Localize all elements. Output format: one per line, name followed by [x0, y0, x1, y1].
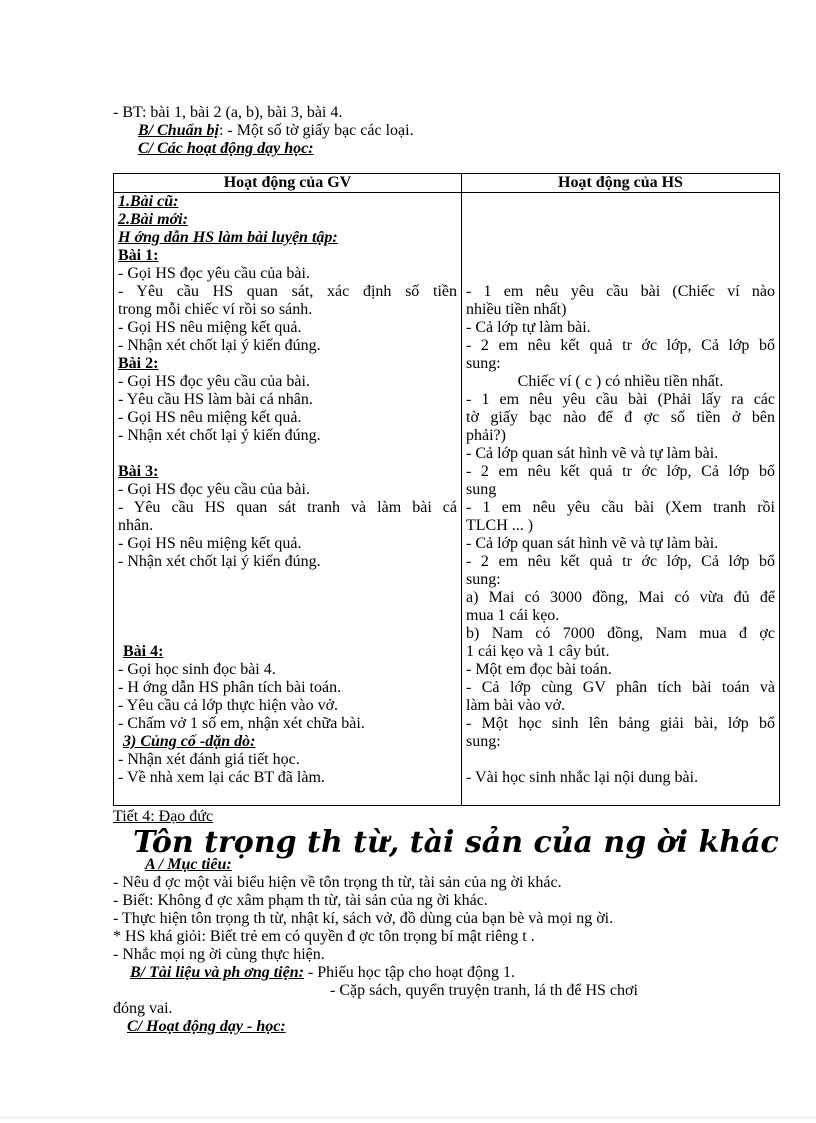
gv-line: - Gọi HS nêu miệng kết quả. [118, 409, 302, 426]
hs-line: sung: [466, 733, 501, 750]
materials-line-3: đóng vai. [113, 1000, 173, 1017]
practice-guide-heading: H ớng dẫn HS làm bài luyện tập: [118, 229, 338, 246]
gv-line: - Gọi HS nêu miệng kết quả. [118, 535, 302, 552]
old-lesson-heading: 1.Bài cũ: [118, 193, 179, 210]
objective-line: * HS khá giỏi: Biết trẻ em có quyền đ ợc tôn trọng bí mật riêng t . [113, 928, 535, 945]
materials-line-2: - Cặp sách, quyển truyện tranh, lá th để HS chơi [330, 982, 638, 999]
hs-line: sung: [466, 355, 501, 372]
hs-line: Chiếc ví ( c ) có nhiều tiền nhất. [517, 373, 724, 390]
period-heading: Tiết 4: Đạo đức [113, 808, 214, 825]
hs-line: nhiều tiền nhất) [466, 301, 567, 318]
hs-line: - Cả lớp cùng GV phân tích bài toán và [466, 679, 775, 696]
preparation-label: B/ Chuẩn bị [138, 122, 219, 139]
activity-table [113, 173, 780, 806]
hs-line: làm bài vào vở. [466, 697, 566, 714]
lesson-title: Tôn trọng th từ, tài sản của ng ời khác [133, 825, 779, 860]
gv-line: - Nhận xét chốt lại ý kiến đúng. [118, 337, 321, 354]
hs-line: - Vài học sinh nhắc lại nội dung bài. [466, 769, 699, 786]
hs-line: - 1 em nêu yêu cầu bài (Chiếc ví nào [466, 283, 775, 300]
hs-line: 1 cái kẹo và 1 cây bút. [466, 643, 610, 660]
gv-line: - Gọi học sinh đọc bài 4. [118, 661, 276, 678]
teacher-column [114, 193, 462, 806]
gv-line: - Yêu cầu cả lớp thực hiện vào vở. [118, 697, 339, 714]
materials-text: - Phiếu học tập cho hoạt động 1. [303, 964, 516, 981]
objectives-heading: A / Mục tiêu: [145, 856, 232, 873]
hs-line: - Một học sinh lên bảng giải bài, lớp bổ [466, 715, 775, 732]
exercise-list: - BT: bài 1, bài 2 (a, b), bài 3, bài 4. [113, 104, 343, 121]
hs-line: phải?) [466, 427, 506, 444]
materials-label: B/ Tài liệu và ph ơng tiện: [130, 964, 304, 981]
hs-line: sung [466, 481, 497, 498]
gv-line: - Nhận xét chốt lại ý kiến đúng. [118, 553, 321, 570]
gv-line: trong mỗi chiếc ví rồi so sánh. [118, 301, 313, 318]
hs-line: - 2 em nêu kết quả tr ớc lớp, Cả lớp bổ [466, 463, 775, 480]
gv-line: - Về nhà xem lại các BT đã làm. [118, 769, 325, 786]
header-teacher: Hoạt động của GV [114, 174, 462, 193]
hs-line: tờ giấy bạc nào để đ ợc số tiền ở bên [466, 409, 775, 426]
hs-line: - 1 em nêu yêu cầu bài (Phải lấy ra các [466, 391, 775, 408]
teaching-activities-heading: C/ Hoạt động dạy - học: [127, 1018, 286, 1035]
gv-line: - Gọi HS đọc yêu cầu của bài. [118, 265, 310, 282]
gv-line: - Chấm vở 1 số em, nhận xét chữa bài. [118, 715, 365, 732]
gv-line: - Yêu cầu HS làm bài cá nhân. [118, 391, 313, 408]
new-lesson-heading: 2.Bài mới: [118, 211, 188, 228]
preparation-line [138, 122, 414, 140]
student-column [462, 193, 780, 806]
hs-line: TLCH ... ) [466, 517, 534, 534]
hs-line: - 1 em nêu yêu cầu bài (Xem tranh rồi [466, 499, 775, 516]
hs-line: - Cả lớp quan sát hình vẽ và tự làm bài. [466, 535, 719, 552]
gv-line: - Yêu cầu HS quan sát, xác định số tiền [118, 283, 457, 300]
gv-line: nhân. [118, 517, 154, 534]
gv-line: - Yêu cầu HS quan sát tranh và làm bài cá [118, 499, 457, 516]
hs-line: - 2 em nêu kết quả tr ớc lớp, Cả lớp bổ [466, 337, 775, 354]
hs-line: - Cả lớp tự làm bài. [466, 319, 591, 336]
hs-line: - Cả lớp quan sát hình vẽ và tự làm bài. [466, 445, 719, 462]
exercise-3-heading: Bài 3: [118, 463, 159, 480]
exercise-1-heading: Bài 1: [118, 247, 159, 264]
page-bottom-border [0, 1117, 816, 1118]
exercise-2-heading: Bài 2: [118, 355, 159, 372]
consolidation-heading: 3) Củng cố -dặn dò: [123, 733, 256, 750]
gv-line: - Gọi HS đọc yêu cầu của bài. [118, 481, 310, 498]
hs-line: - 2 em nêu kết quả tr ớc lớp, Cả lớp bổ [466, 553, 775, 570]
exercise-4-heading: Bài 4: [123, 643, 164, 660]
hs-line: - Một em đọc bài toán. [466, 661, 612, 678]
hs-line: a) Mai có 3000 đồng, Mai có vừa đủ để [466, 589, 775, 606]
gv-line: - H ớng dẫn HS phân tích bài toán. [118, 679, 342, 696]
preparation-text: : - Một số tờ giấy bạc các loại. [218, 122, 414, 139]
objective-line: - Nhắc mọi ng ời cùng thực hiện. [113, 946, 325, 963]
header-student: Hoạt động của HS [462, 174, 780, 193]
hs-line: b) Nam có 7000 đồng, Nam mua đ ợc [466, 625, 775, 642]
gv-line: - Nhận xét chốt lại ý kiến đúng. [118, 427, 321, 444]
gv-line: - Gọi HS đọc yêu cầu của bài. [118, 373, 310, 390]
hs-line: mua 1 cái kẹo. [466, 607, 560, 624]
activities-heading: C/ Các hoạt động dạy học: [138, 140, 314, 157]
objective-line: - Thực hiện tôn trọng th từ, nhật kí, sách vở, đồ dùng của bạn bè và mọi ng ời. [113, 910, 614, 927]
gv-line: - Nhận xét đánh giá tiết học. [118, 751, 300, 768]
materials-line [130, 964, 515, 982]
objective-line: - Biết: Không đ ợc xâm phạm th từ, tài sản của ng ời khác. [113, 892, 488, 909]
gv-line: - Gọi HS nêu miệng kết quả. [118, 319, 302, 336]
objective-line: - Nêu đ ợc một vài biểu hiện về tôn trọng th từ, tài sản của ng ời khác. [113, 874, 562, 891]
hs-line: sung: [466, 571, 501, 588]
